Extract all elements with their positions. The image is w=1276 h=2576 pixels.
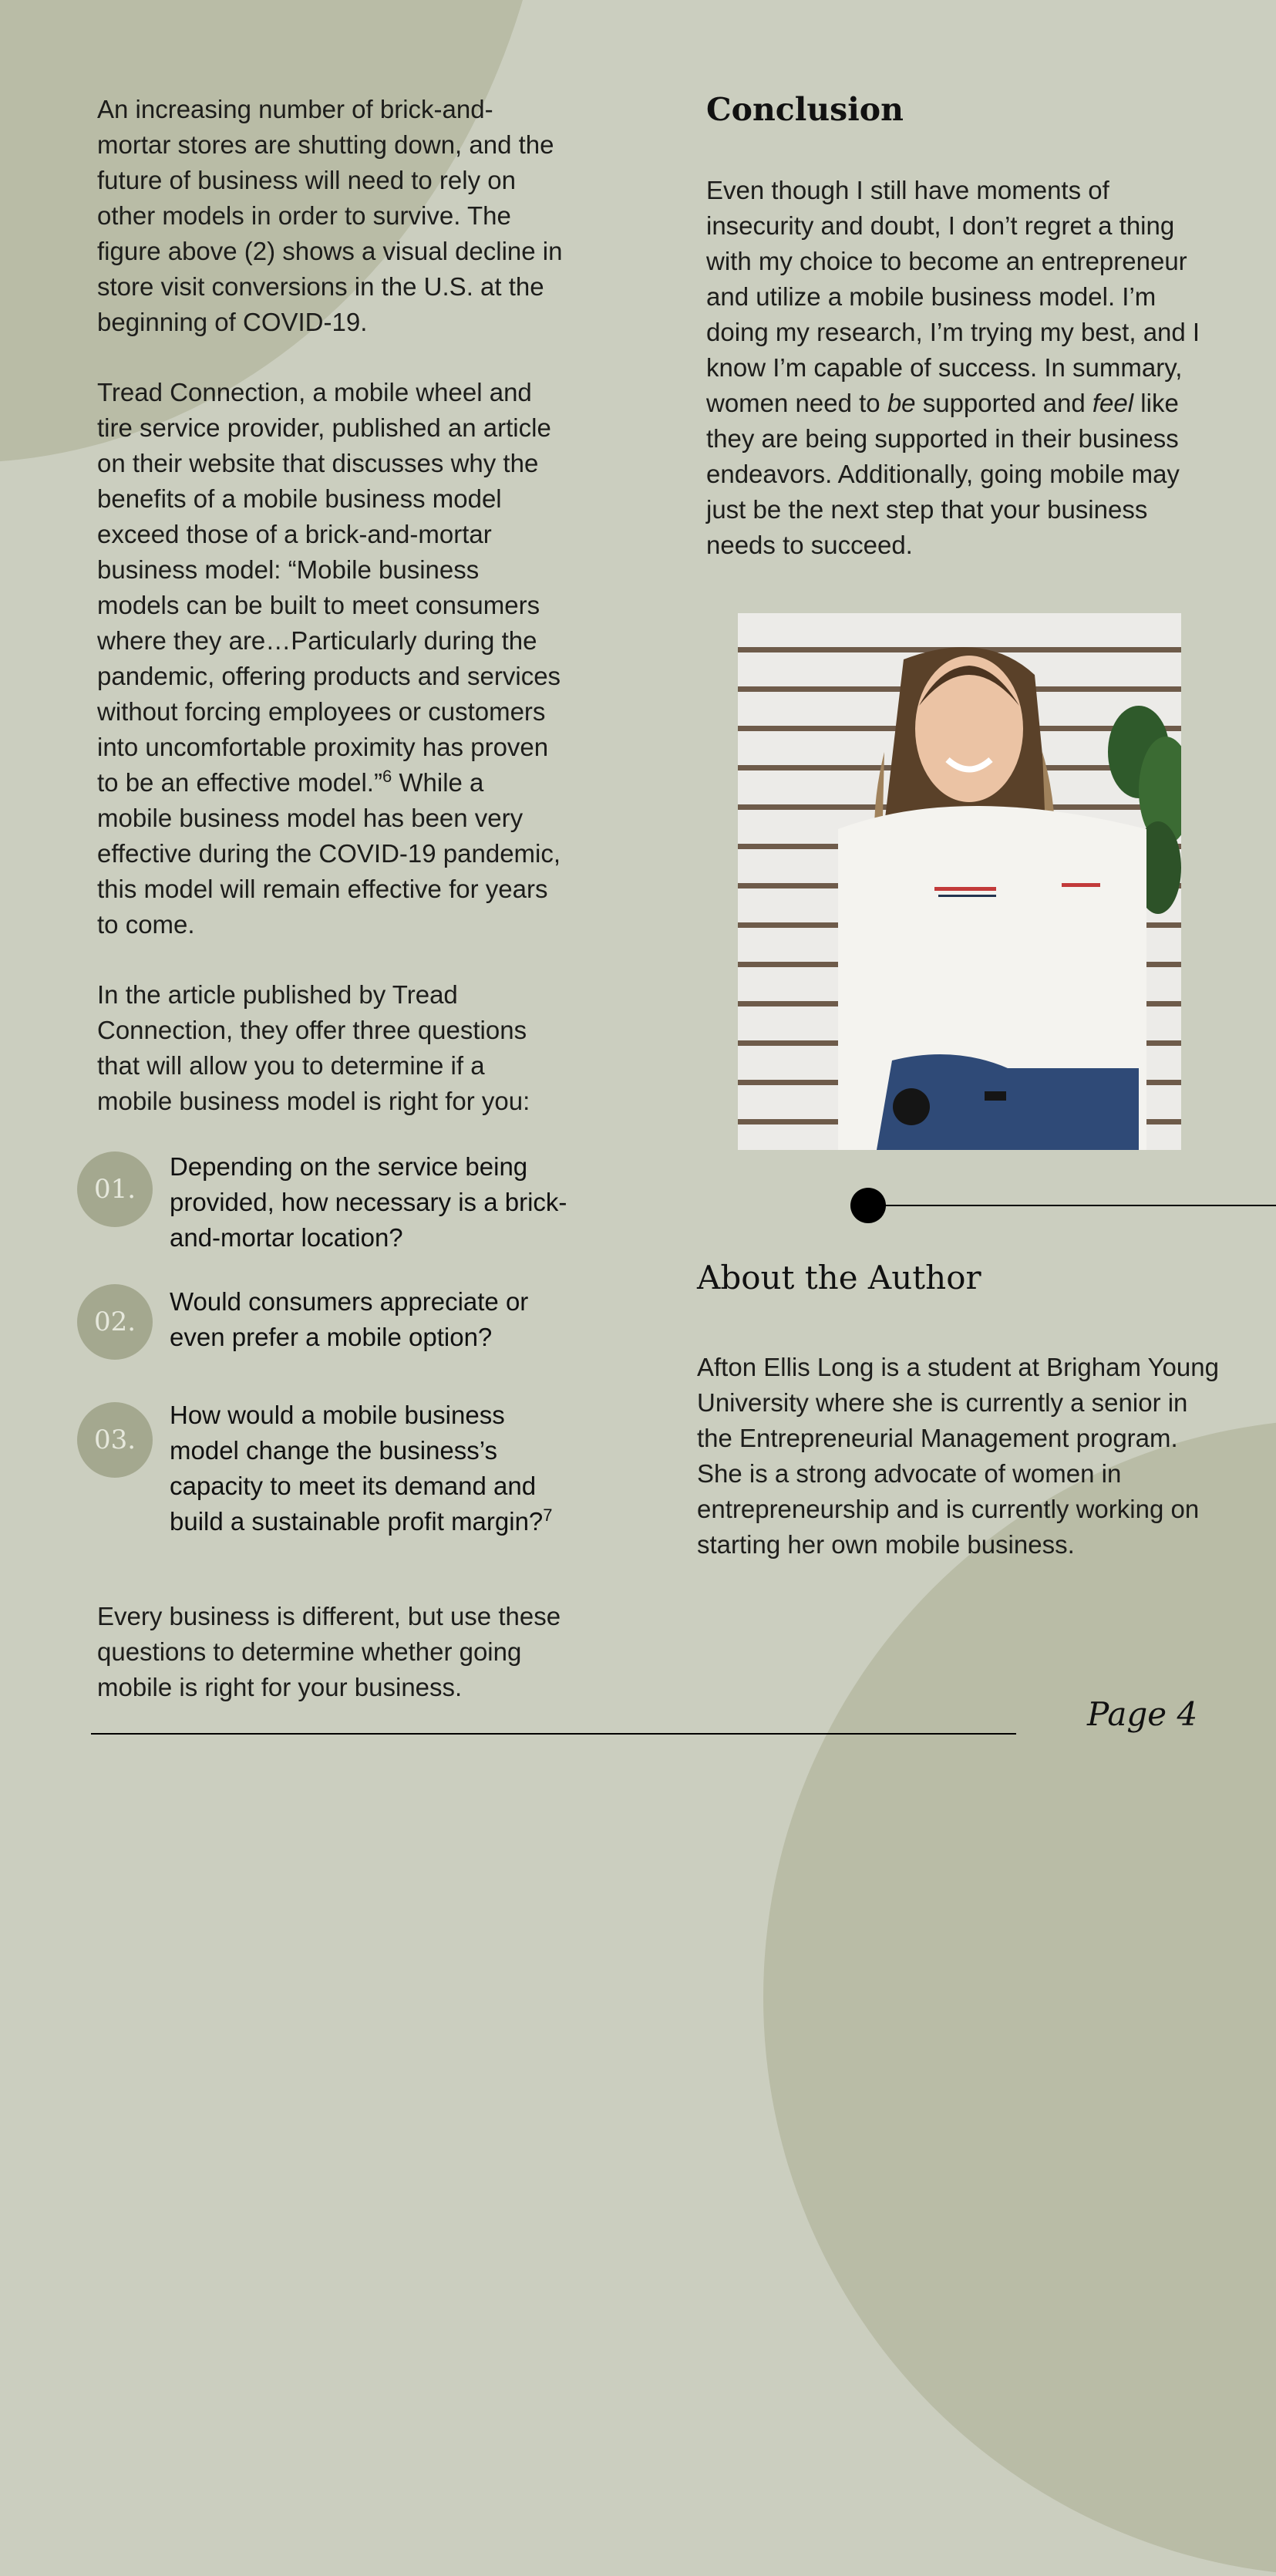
- tread-quote-text: Tread Connection, a mobile wheel and tire service provider, published an article on their website that discusses why the benefits of a mobile business model exceed those of a brick-and-mortar business model: “Mobile business models can be built to meet consumers where they are…Particularly during the pandemic, offering products and services without forcing employees or customers into uncomfortable proximity has proven to be an effective model.”: [97, 378, 561, 797]
- page-number: Page 4: [1087, 1695, 1198, 1733]
- question-text: Would consumers appreciate or even prefer a mobile option?: [170, 1287, 529, 1351]
- footnote-ref-7: 7: [543, 1505, 553, 1525]
- question-text: [170, 1398, 571, 1539]
- intro-paragraph: An increasing number of brick-and-mortar stores are shutting down, and the future of business will need to rely on other models in order to survive. The figure above (2) shows a visual decline in store visit conversions in the U.S. at the beginning of COVID-19.: [97, 95, 563, 336]
- conclusion-heading: Conclusion: [706, 91, 904, 128]
- about-author-heading: About the Author: [697, 1259, 981, 1296]
- author-photo: [738, 613, 1181, 1150]
- conclusion-text-part-2: supported and: [915, 389, 1093, 417]
- question-text: Depending on the service being provided, how necessary is a brick-and-mortar location?: [170, 1152, 567, 1252]
- footnote-ref-6: 6: [382, 767, 392, 786]
- tread-followup-text: While a mobile business model has been very effective during the COVID-19 pandemic, this model will remain effective for years to come.: [97, 768, 561, 939]
- conclusion-emphasis-feel: feel: [1092, 389, 1134, 417]
- background-blob-bottom-right: [763, 1419, 1276, 2576]
- question-number-badge: 01.: [77, 1151, 153, 1227]
- questions-intro-paragraph: In the article published by Tread Connection, they offer three questions that will allow you to determine if a mobile business model is right for you:: [97, 980, 530, 1115]
- question-number-badge: 02.: [77, 1284, 153, 1360]
- conclusion-paragraph: [706, 173, 1215, 563]
- author-portrait-illustration: [738, 613, 1181, 1150]
- tread-connection-paragraph: [97, 375, 564, 942]
- closing-paragraph: Every business is different, but use these questions to determine whether going mobile is right for your business.: [97, 1602, 561, 1701]
- question-number-badge: 03.: [77, 1402, 153, 1478]
- conclusion-emphasis-be: be: [887, 389, 916, 417]
- author-bio: Afton Ellis Long is a student at Brigham Young University where she is currently a senior in the Entrepreneurial Management program. She is a strong advocate of women in entrepreneurship and is currently working on starting her own mobile business.: [697, 1353, 1219, 1559]
- question-3-body: How would a mobile business model change the business’s capacity to meet its demand and build a sustainable profit margin?: [170, 1401, 544, 1536]
- conclusion-text-part-1: Even though I still have moments of insecurity and doubt, I don’t regret a thing with my choice to become an entrepreneur and utilize a mobile business model. I’m doing my research, I’m trying my best, and I know I’m capable of success. In summary, women need to: [706, 176, 1200, 417]
- section-divider-line: [879, 1205, 1276, 1206]
- conclusion-text-part-3: like they are being supported in their business endeavors. Additionally, going mobile may just be the next step that your business needs to succeed.: [706, 389, 1180, 559]
- left-column: [97, 92, 564, 1154]
- footer-rule: [91, 1733, 1016, 1735]
